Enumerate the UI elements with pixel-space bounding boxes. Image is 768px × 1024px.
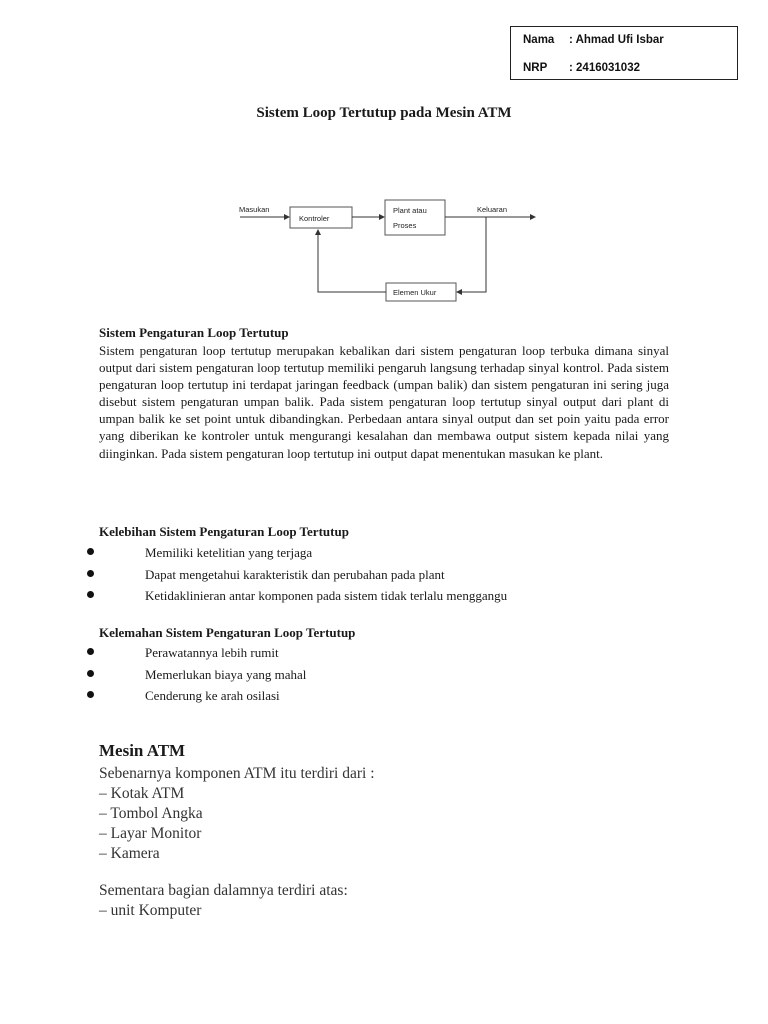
list-item-text: Memiliki ketelitian yang terjaga [145,545,313,560]
list-item-text: Perawatannya lebih rumit [145,645,279,660]
atm-component: – Tombol Angka [99,805,203,822]
atm-component: – Layar Monitor [99,825,202,842]
list-item [0,588,768,610]
list-item [0,667,768,689]
nrp-value: : 2416031032 [569,62,640,74]
input-label: Masukan [239,205,270,214]
bullet-icon [87,591,94,598]
name-row [523,34,664,46]
disadvantages-heading: Kelemahan Sistem Pengaturan Loop Tertutup [99,625,356,640]
bullet-icon [87,548,94,555]
advantages-heading: Kelebihan Sistem Pengaturan Loop Tertutup [99,524,349,539]
atm-component: – Kotak ATM [99,785,185,802]
advantages-list [0,545,768,610]
disadvantages-list [0,645,768,710]
plant-label-line2: Proses [393,221,417,230]
list-item-text: Memerlukan biaya yang mahal [145,666,307,682]
section-paragraph: Sistem pengaturan loop tertutup merupakan kebalikan dari sistem pengaturan loop terbuka dimana sinyal output dari sistem pengaturan loop tertutup memiliki pengaruh langsung terhadap sinyal kontrol. Pada sistem pengaturan loop tertutup ini terdapat jaringan feedback (umpan balik) dan sistem pengaturan ini sering juga disebut sistem pengaturan umpan balik. Pada sistem pengaturan loop tertutup sinyal output dari plant di umpan balik ke set point untuk dibandingkan. Perbedaan antara sinyal output dan set poin yaitu pada error yang diberikan ke kontroler untuk mengurangi kesalahan dan membawa output sistem kepada nilai yang diinginkan. Pada sistem pengaturan loop tertutup ini output dapat menentukan masukan ke plant. [99,343,669,461]
bullet-icon [87,570,94,577]
document-title: Sistem Loop Tertutup pada Mesin ATM [256,105,512,121]
list-item-text: Ketidaklinieran antar komponen pada sistem tidak terlalu menggangu [145,588,508,603]
output-label: Keluaran [477,205,508,214]
list-item [0,545,768,567]
section-heading: Sistem Pengaturan Loop Tertutup [99,325,289,340]
list-item-text: Cenderung ke arah osilasi [145,688,280,703]
student-id-box [510,26,738,80]
atm-heading: Mesin ATM [99,741,186,760]
bullet-icon [87,670,94,677]
closed-loop-block-diagram [230,190,550,305]
plant-label-line1: Plant atau [393,206,427,215]
nrp-label: NRP [523,62,548,74]
bullet-icon [87,648,94,655]
list-item-text: Dapat mengetahui karakteristik dan perubahan pada plant [145,566,445,582]
feedback-path-right [457,217,486,292]
atm-inner-component: – unit Komputer [99,902,202,919]
name-label: Nama [523,34,555,46]
atm-intro: Sebenarnya komponen ATM itu terdiri dari : [99,765,375,782]
name-value: : Ahmad Ufi Isbar [569,34,664,46]
nrp-row [523,62,640,74]
bullet-icon [87,691,94,698]
list-item [0,645,768,667]
list-item [0,567,768,589]
atm-component: – Kamera [99,845,160,862]
list-item [0,688,768,710]
feedback-path-left [318,230,386,292]
sensor-label: Elemen Ukur [393,288,437,297]
atm-inner-intro: Sementara bagian dalamnya terdiri atas: [99,882,348,899]
controller-label: Kontroler [299,214,330,223]
